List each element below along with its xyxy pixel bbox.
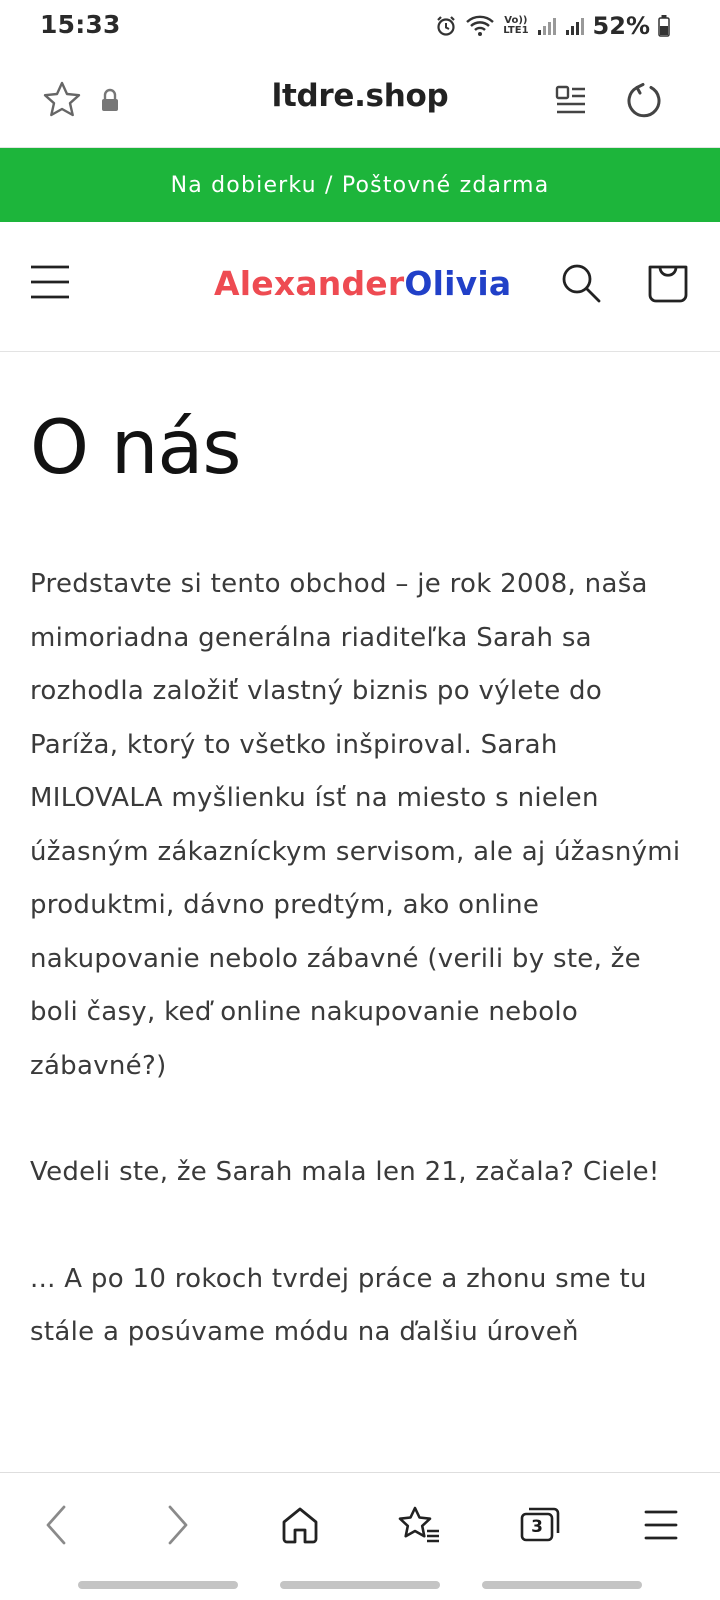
signal-icon (537, 16, 557, 36)
site-logo[interactable] (214, 264, 511, 303)
search-icon[interactable] (558, 260, 604, 306)
tabs-count: 3 (531, 1517, 543, 1537)
gesture-bar-center (280, 1581, 440, 1589)
logo-part2: Olivia (404, 264, 512, 303)
battery-icon (658, 15, 670, 37)
gesture-bar-left (78, 1581, 238, 1589)
volte-label: Vo)) (504, 15, 528, 26)
paragraph-intro: Predstavte si tento obchod – je rok 2008, naša mimoriadna generálna riaditeľka Sarah sa rozhodla založiť vlastný biznis po výlete do Paríža, ktorý to všetko inšpiroval. Sarah MILOVALA myšlienku ísť na miesto s nielen úžasným zákazníckym servisom, ale aj úžasnými produktmi, dávno predtým, ako online nakupovanie nebolo zábavné (verili by ste, že boli časy, keď online nakupovanie nebolo zábavné?) (30, 569, 681, 1081)
paragraph-today: ... A po 10 rokoch tvrdej práce a zhonu sme tu stále a posúvame módu na ďalšiu úroveň (30, 1263, 647, 1347)
status-time: 15:33 (40, 10, 121, 39)
home-icon[interactable] (265, 1495, 335, 1555)
site-header (0, 222, 720, 352)
bookmarks-icon[interactable] (384, 1495, 454, 1555)
back-icon[interactable] (22, 1495, 92, 1555)
cart-icon[interactable] (646, 258, 690, 304)
reload-icon[interactable] (622, 79, 666, 123)
reader-mode-icon[interactable] (551, 80, 591, 120)
forward-icon[interactable] (142, 1495, 212, 1555)
announcement-bar (0, 148, 720, 222)
logo-part1: Alexander (214, 264, 405, 303)
tabs-icon[interactable] (505, 1495, 575, 1555)
announcement-text: Na dobierku / Poštovné zdarma (170, 172, 550, 198)
paragraph-age: Vedeli ste, že Sarah mala len 21, začala? Ciele! (30, 1157, 660, 1187)
wifi-icon (465, 15, 495, 37)
browser-address-bar (0, 52, 720, 148)
page-content (30, 352, 694, 1360)
signal-icon (565, 16, 585, 36)
url-text[interactable]: ltdre.shop (271, 78, 449, 114)
gesture-bar-right (482, 1581, 642, 1589)
browser-bottom-nav (0, 1472, 720, 1600)
menu-icon[interactable] (28, 260, 72, 304)
menu-icon[interactable] (626, 1495, 696, 1555)
battery-percent: 52% (592, 12, 650, 40)
lte-indicator (503, 16, 528, 36)
page-title: O nás (30, 403, 241, 491)
status-icons (435, 12, 670, 40)
lte-label: LTE1 (503, 25, 529, 36)
status-bar (0, 0, 720, 52)
alarm-icon (435, 15, 457, 37)
